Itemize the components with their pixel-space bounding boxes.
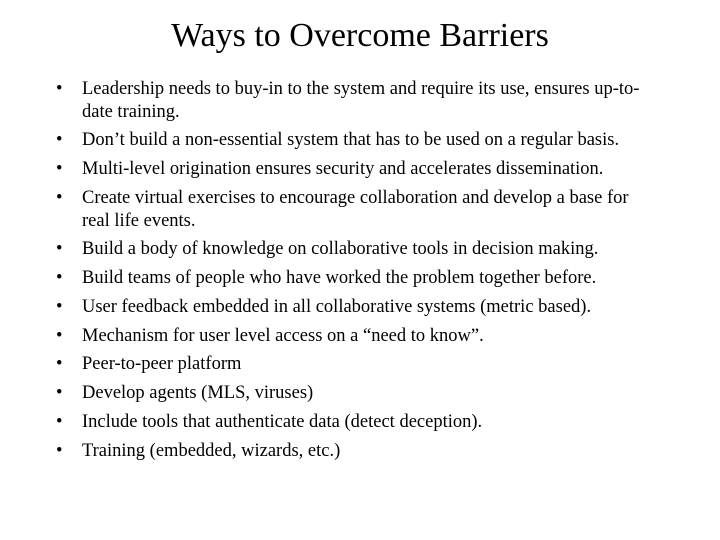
bullet-icon: • — [56, 79, 63, 99]
list-item — [56, 382, 656, 405]
bullet-icon: • — [56, 268, 63, 289]
bullet-icon: • — [56, 239, 63, 260]
list-item — [56, 267, 656, 290]
list-item — [56, 411, 656, 434]
list-item — [56, 78, 656, 123]
list-item — [56, 296, 656, 319]
list-item — [56, 325, 656, 348]
bullet-text: Mechanism for user level access on a “need to know”. — [82, 325, 484, 346]
bullet-icon: • — [56, 412, 63, 432]
bullet-icon: • — [56, 130, 63, 151]
list-item — [56, 353, 656, 376]
slide-title: Ways to Overcome Barriers — [171, 17, 549, 54]
bullet-list — [56, 78, 656, 462]
list-item — [56, 187, 656, 232]
bullet-text: Create virtual exercises to encourage collaboration and develop a base for real life events. — [82, 187, 629, 231]
bullet-icon: • — [56, 296, 63, 317]
bullet-text: Build teams of people who have worked the problem together before. — [82, 268, 597, 289]
bullet-icon: • — [56, 159, 63, 180]
bullet-text: Build a body of knowledge on collaborative tools in decision making. — [82, 239, 599, 260]
bullet-text: Peer-to-peer platform — [82, 354, 242, 375]
list-item — [56, 440, 656, 463]
bullet-icon: • — [56, 383, 63, 404]
bullet-icon: • — [56, 354, 63, 375]
bullet-text: Multi-level origination ensures security and accelerates dissemination. — [82, 159, 604, 180]
bullet-text: Training (embedded, wizards, etc.) — [82, 440, 341, 461]
bullet-icon: • — [56, 187, 63, 208]
bullet-icon: • — [56, 325, 63, 346]
bullet-text: Leadership needs to buy-in to the system and require its use, ensures up-to-date training. — [82, 79, 640, 122]
bullet-text: Include tools that authenticate data (detect deception). — [82, 412, 483, 432]
list-item — [56, 129, 656, 152]
bullet-text: User feedback embedded in all collaborative systems (metric based). — [82, 296, 592, 317]
list-item — [56, 158, 656, 181]
list-item — [56, 238, 656, 261]
bullet-text: Don’t build a non-essential system that has to be used on a regular basis. — [82, 130, 620, 151]
bullet-text: Develop agents (MLS, viruses) — [82, 383, 314, 404]
bullet-icon: • — [56, 440, 63, 461]
